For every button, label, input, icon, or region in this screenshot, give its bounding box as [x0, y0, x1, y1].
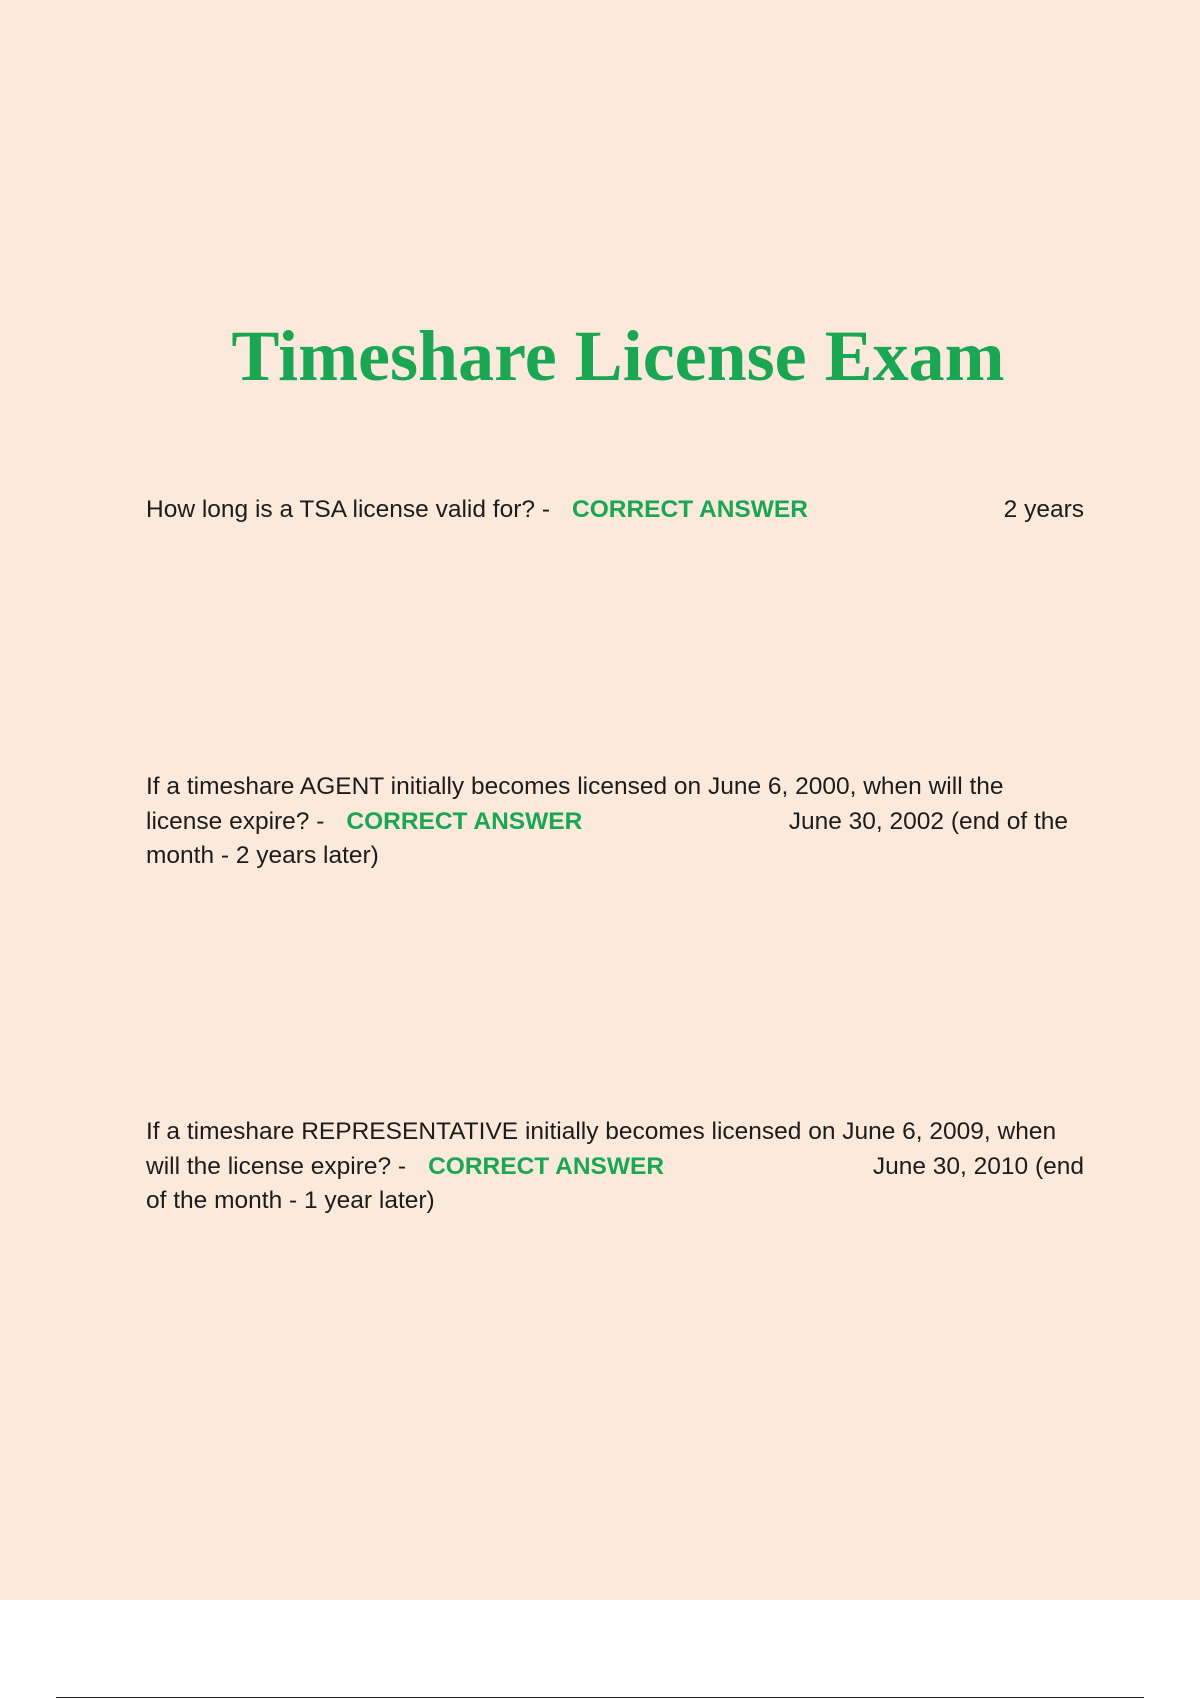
answer-text: June 30, 2010 (end: [872, 1152, 1084, 1180]
qa-item-3: [146, 1115, 1088, 1219]
qa-line: [146, 805, 1088, 840]
footer-divider: [56, 1697, 1144, 1698]
qa-line: [146, 770, 1088, 805]
answer-text: June 30, 2002 (end of the: [788, 807, 1068, 835]
qa-line: [146, 1150, 1088, 1185]
qa-line: [146, 493, 1088, 528]
question-text: If a timeshare REPRESENTATIVE initially becomes licensed on June 6, 2009, when: [146, 1118, 1057, 1145]
document-title: Timeshare License Exam: [231, 316, 1005, 396]
qa-item-2: [146, 770, 1088, 874]
question-text: How long is a TSA license valid for? -: [146, 496, 550, 523]
question-text: license expire? -: [146, 807, 325, 835]
correct-answer-label: CORRECT ANSWER: [428, 1152, 665, 1180]
question-text: will the license expire? -: [146, 1152, 407, 1180]
answer-text: of the month - 1 year later): [146, 1187, 435, 1214]
correct-answer-label: CORRECT ANSWER: [346, 807, 583, 835]
qa-line: [146, 1184, 1088, 1219]
qa-line: [146, 839, 1088, 874]
answer-text: 2 years: [1003, 496, 1084, 523]
answer-text: month - 2 years later): [146, 842, 379, 869]
correct-answer-label: CORRECT ANSWER: [572, 496, 808, 523]
question-text: If a timeshare AGENT initially becomes licensed on June 6, 2000, when will the: [146, 773, 1004, 800]
qa-item-1: [146, 493, 1088, 528]
qa-line: [146, 1115, 1088, 1150]
